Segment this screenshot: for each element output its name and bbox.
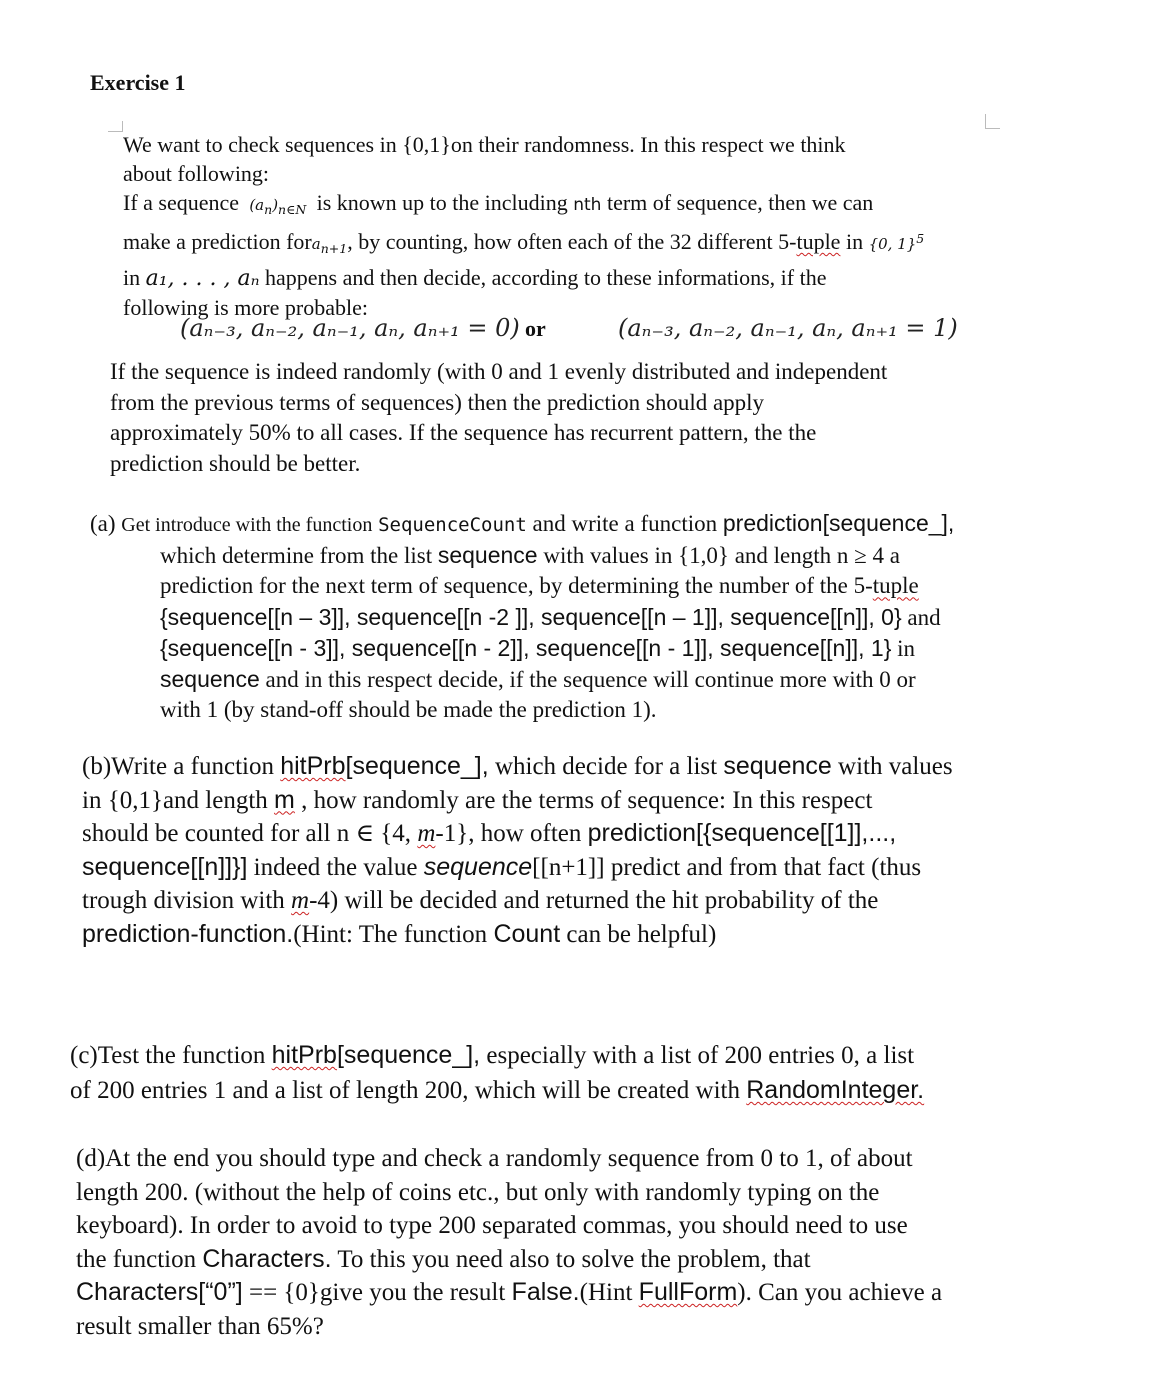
text: make a prediction for [123, 229, 312, 254]
a-n-plus-1: $a_{n+1}$ [311, 235, 348, 256]
formula-right: (aₙ₋₃, aₙ₋₂, aₙ₋₁, aₙ, aₙ₊₁ = 1) [618, 314, 958, 342]
intro-line: following is more probable: [123, 295, 369, 320]
text: happens and then decide, according to these informations, if the [265, 265, 827, 290]
text: (Hint [579, 1279, 633, 1306]
text: (b)Write a function [82, 753, 274, 780]
text: indeed the value [253, 853, 418, 881]
function-call: Characters[“0”] [76, 1278, 243, 1306]
sequence-notation: $(a_n)_{n\in N}$ [249, 196, 307, 217]
code-word: False. [511, 1278, 580, 1306]
text: -4) will be decided and returned the hit probability of the [309, 887, 879, 914]
code-word: sequence [437, 542, 538, 569]
part-d-line [76, 1243, 1076, 1277]
text-line: prediction should be better. [110, 450, 361, 476]
part-a-label: (a) [90, 511, 116, 536]
function-name: hitPrb[sequence_], [271, 1041, 481, 1069]
nth-term: nth [573, 195, 602, 215]
condition: n ≥ 4 a [836, 543, 901, 569]
randomness-paragraph [110, 357, 1030, 479]
part-a [90, 508, 1050, 725]
text: , how randomly are the terms of sequence: In this respect [301, 786, 873, 814]
part-a-line [90, 664, 1050, 695]
text: of 200 entries 1 and a list of length 200, which will be created with [70, 1077, 740, 1104]
function-name: FullForm [638, 1278, 738, 1306]
part-b-line [82, 817, 1042, 851]
part-c-line [70, 1073, 1070, 1108]
text: and in this respect decide, if the sequence will continue more with 0 or [265, 667, 916, 693]
code-word: sequence[[n]]}] [82, 852, 248, 881]
code-word: prediction-function. [82, 919, 294, 948]
text: trough division with [82, 887, 285, 914]
part-b-line [82, 918, 1042, 952]
text-line: If the sequence is indeed randomly (with 0 and 1 evenly distributed and independent [110, 359, 888, 384]
text: should be counted for all n ∈ {4, [82, 820, 412, 847]
set-notation: {0, 1}$^5$ [868, 231, 925, 253]
text-boundary-mark-right [985, 114, 1000, 129]
function-name: Characters. [202, 1244, 332, 1273]
text: which decide for a list [494, 753, 718, 780]
function-name: prediction[sequence_], [722, 510, 955, 536]
text: ). Can you achieve a [737, 1279, 943, 1306]
part-b-line [82, 884, 1042, 918]
function-name: Count [493, 919, 561, 948]
part-d-line: keyboard). In order to avoid to type 200 separated commas, you should need to use [76, 1212, 908, 1239]
text: term of sequence, then we can [606, 190, 874, 215]
part-a-line [90, 571, 1050, 601]
part-c-line [70, 1038, 1070, 1073]
text: with values in {1,0} and length [543, 543, 832, 569]
code-word: sequence [723, 752, 832, 780]
part-b-line [82, 750, 1042, 784]
text: prediction for the next term of sequence, by determining the number of the 5- [160, 573, 873, 599]
part-d-line: result smaller than 65%? [76, 1312, 324, 1340]
part-b-line [82, 784, 1042, 818]
text: Get introduce with the function [121, 514, 373, 536]
text: -1}, how often [435, 820, 582, 847]
function-call: prediction[{sequence[[1]],..., [587, 819, 897, 847]
part-d-line [76, 1276, 1076, 1310]
text: can be helpful) [566, 920, 717, 948]
or-label: or [525, 316, 546, 341]
function-name: RandomInteger. [746, 1076, 925, 1104]
text: , by counting, how often each of the 32 different 5- [347, 229, 797, 254]
intro-line [123, 224, 1003, 263]
exercise-title: Exercise 1 [90, 70, 186, 95]
sequence-range: a₁, . . . , aₙ [145, 266, 260, 291]
text-line: approximately 50% to all cases. If the sequence has recurrent pattern, the the [110, 420, 817, 445]
text: To this you need also to solve the problem, that [337, 1245, 811, 1273]
part-a-line: with 1 (by stand-off should be made the prediction 1). [160, 697, 657, 723]
part-a-line [90, 633, 1050, 664]
intro-paragraph [123, 130, 1003, 322]
part-d [76, 1142, 1076, 1343]
text-line: from the previous terms of sequences) then the prediction should apply [110, 389, 765, 415]
text: and write a function [532, 511, 718, 536]
intro-line: We want to check sequences in {0,1}on their randomness. In this respect we think [123, 132, 846, 157]
spellcheck-word: tuple [872, 573, 919, 599]
text: in [845, 229, 864, 254]
part-d-line: (d)At the end you should type and check a randomly sequence from 0 to 1, of about [76, 1145, 913, 1172]
part-b-line [82, 851, 1042, 885]
formula-left: (aₙ₋₃, aₙ₋₂, aₙ₋₁, aₙ, aₙ₊₁ = 0) [180, 314, 520, 342]
text: == {0}give you the result [248, 1279, 506, 1306]
code-word: sequence [423, 852, 533, 881]
text: and [907, 604, 941, 630]
intro-line: about following: [123, 161, 270, 186]
variable-m: m [291, 887, 310, 914]
text: in {0,1}and length [82, 786, 268, 814]
part-d-line: length 200. (without the help of coins etc., but only with randomly typing on the [76, 1178, 880, 1206]
text: [[n+1]] predict and from that fact (thus [532, 853, 922, 881]
code-word: sequence [160, 666, 260, 693]
text: (c)Test the function [70, 1042, 266, 1069]
part-c [70, 1038, 1070, 1108]
part-a-line [90, 508, 1050, 540]
text: (Hint: The function [293, 920, 488, 948]
variable-m: m [417, 820, 436, 847]
text: the function [76, 1245, 197, 1273]
text-boundary-mark-left [108, 121, 123, 132]
function-name: SequenceCount [378, 514, 527, 536]
text: in [123, 265, 141, 290]
text: which determine from the list [160, 543, 433, 569]
text: in [897, 635, 916, 661]
part-a-line [90, 602, 1050, 633]
tuple-code: {sequence[[n – 3]], sequence[[n -2 ]], sequence[[n – 1]], sequence[[n]], 0} [160, 603, 902, 630]
intro-line [123, 188, 1003, 224]
text: If a sequence [123, 190, 240, 215]
text: with values [838, 753, 953, 780]
tuple-code: {sequence[[n - 3]], sequence[[n - 2]], sequence[[n - 1]], sequence[[n]], 1} [160, 634, 892, 661]
spellcheck-word: tuple [796, 229, 841, 254]
function-name: hitPrb[sequence_], [280, 752, 489, 780]
text: is known up to the including [316, 190, 568, 215]
part-a-line [90, 540, 1050, 571]
intro-line [123, 263, 1003, 293]
variable-m: m [274, 785, 295, 814]
text: especially with a list of 200 entries 0, a list [486, 1042, 915, 1069]
part-b [82, 750, 1042, 951]
